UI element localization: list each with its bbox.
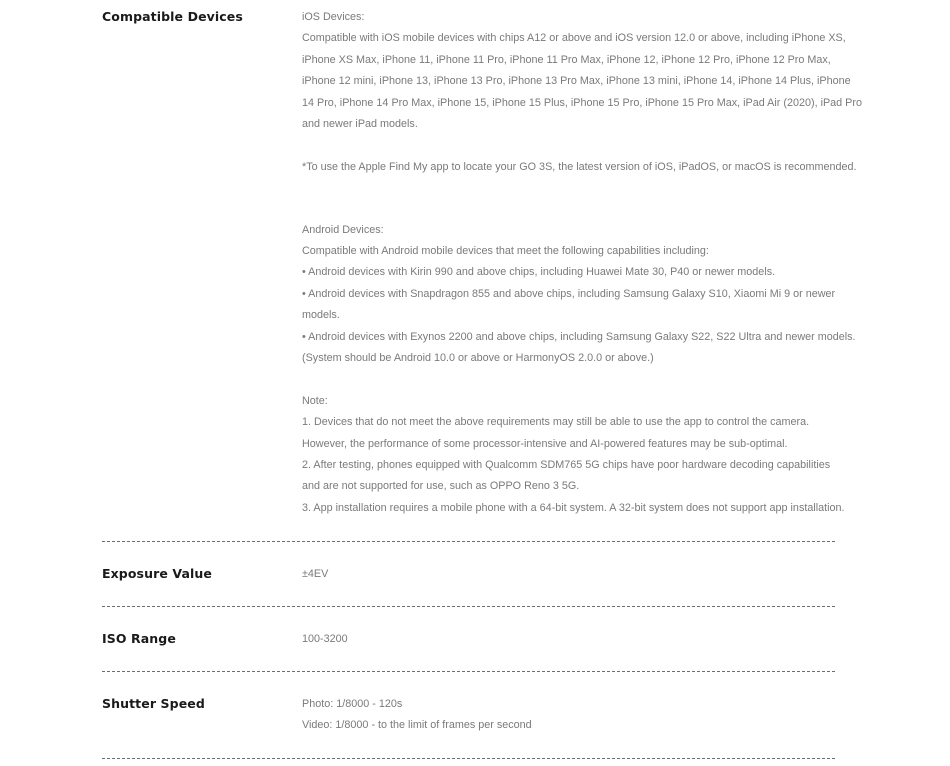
spec-row-shutter-speed: [102, 672, 835, 759]
android-devices-line: models.: [302, 309, 340, 322]
note-line: 2. After testing, phones equipped with Qualcomm SDM765 5G chips have poor hardware decoding capabilities: [302, 459, 831, 472]
spec-value-shutter-speed: [302, 672, 835, 758]
note-line: However, the performance of some processor-intensive and AI-powered features may be sub-optimal.: [302, 437, 788, 450]
spec-value-compatible-devices: [302, 0, 862, 541]
spec-label-shutter-speed: Shutter Speed: [102, 696, 205, 711]
shutter-speed-photo: Photo: 1/8000 - 120s: [302, 698, 403, 710]
android-devices-line: (System should be Android 10.0 or above or HarmonyOS 2.0.0 or above.): [302, 352, 654, 365]
note-line: 1. Devices that do not meet the above requirements may still be able to use the app to control the camera.: [302, 416, 810, 429]
spacer: [302, 200, 862, 220]
spec-table: [102, 0, 862, 759]
spec-row-compatible-devices: [102, 0, 862, 542]
spec-value-exposure-value: [302, 542, 835, 606]
ios-devices-line: Compatible with iOS mobile devices with chips A12 or above and iOS version 12.0 or above, including iPhone XS,: [302, 32, 846, 45]
ios-devices-line: iPhone XS Max, iPhone 11, iPhone 11 Pro, iPhone 11 Pro Max, iPhone 12, iPhone 12 Pro, iPhone 12 Pro Max,: [302, 53, 831, 66]
ios-devices-heading: iOS Devices:: [302, 11, 365, 23]
spec-row-exposure-value: [102, 542, 835, 607]
spacer: [302, 135, 862, 156]
spec-row-iso-range: [102, 607, 835, 672]
android-devices-intro: Compatible with Android mobile devices that meet the following capabilities including:: [302, 245, 709, 258]
spec-label-iso-range: ISO Range: [102, 631, 176, 646]
android-devices-line: • Android devices with Exynos 2200 and above chips, including Samsung Galaxy S22, S22 Ultra and newer models.: [302, 330, 856, 343]
exposure-value-text: ±4EV: [302, 568, 329, 580]
ios-devices-line: and newer iPad models.: [302, 118, 418, 131]
spec-label-exposure-value: Exposure Value: [102, 566, 212, 581]
spec-value-iso-range: [302, 607, 835, 671]
find-my-note: *To use the Apple Find My app to locate your GO 3S, the latest version of iOS, iPadOS, or macOS is recommended.: [302, 160, 857, 173]
spacer: [302, 369, 862, 390]
shutter-speed-video: Video: 1/8000 - to the limit of frames per second: [302, 719, 532, 732]
android-devices-line: • Android devices with Snapdragon 855 and above chips, including Samsung Galaxy S10, Xiaomi Mi 9 or newer: [302, 287, 836, 300]
iso-range-text: 100-3200: [302, 633, 348, 645]
note-heading: Note:: [302, 394, 328, 407]
ios-devices-line: iPhone 12 mini, iPhone 13, iPhone 13 Pro, iPhone 13 Pro Max, iPhone 13 mini, iPhone 14, iPhone 14 Plus, iPhone: [302, 75, 851, 88]
spacer: [302, 178, 862, 199]
ios-devices-line: 14 Pro, iPhone 14 Pro Max, iPhone 15, iPhone 15 Plus, iPhone 15 Pro, iPhone 15 Pro Max, iPad Air (2020), iPad Pro: [302, 96, 862, 109]
android-devices-heading: Android Devices:: [302, 223, 384, 236]
note-line: and are not supported for use, such as OPPO Reno 3 5G.: [302, 480, 580, 493]
note-line: 3. App installation requires a mobile phone with a 64-bit system. A 32-bit system does not support app installation.: [302, 501, 845, 514]
spec-label-compatible-devices: Compatible Devices: [102, 9, 243, 24]
android-devices-line: • Android devices with Kirin 990 and above chips, including Huawei Mate 30, P40 or newer models.: [302, 266, 776, 279]
